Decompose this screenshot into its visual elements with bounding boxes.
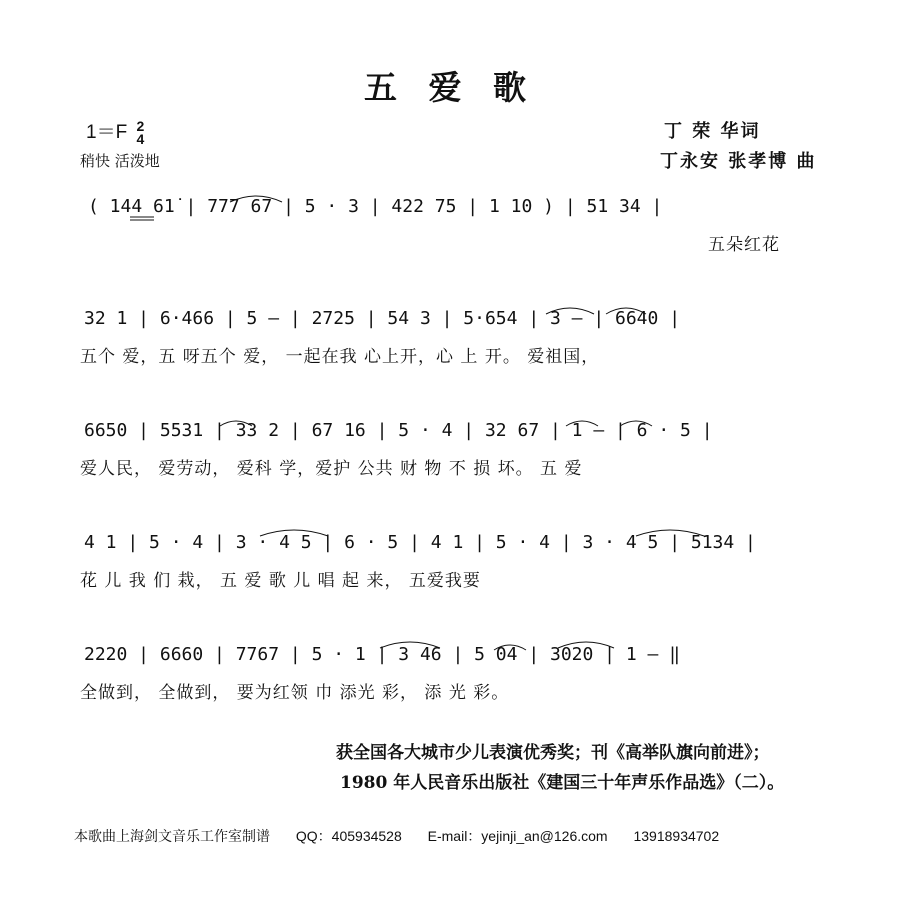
lyric-row-5: 全做到， 全做到， 要为红领 巾 添光 彩， 添 光 彩。 [80,683,510,703]
notation-line-3 [80,414,840,454]
composer-credit: 丁永安 张孝博 曲 [660,151,817,172]
notation-line-1 [80,190,840,230]
notes-row-2: 32 1 | 6·466 | 5 – | 2725 | 54 3 | 5·654 | 3 – | 6640 | [84,308,681,329]
song-title: 五 爱 歌 [364,68,536,107]
key-label: 1＝F [86,122,128,143]
lyric-row-2: 五个 爱，五 呀五个 爱， 一起在我 心上开，心 上 开。 爱祖国， [80,347,600,367]
key-signature [86,117,144,146]
contact-footer [74,826,741,846]
notes-row-3: 6650 | 5531 | 33 2 | 67 16 | 5 · 4 | 32 67 | 1 – | 6 · 5 | [84,420,713,441]
notes-row-5: 2220 | 6660 | 7767 | 5 · 1 | 3 46 | 5 04 | 3020 | 1 – ‖ [84,644,681,665]
tempo-marking: 稍快 活泼地 [80,152,160,170]
notes-row-4: 4 1 | 5 · 4 | 3 · 4 5 | 6 · 5 | 4 1 | 5 · 4 | 3 · 4 5 | 5134 | [84,532,756,553]
studio-credit: 本歌曲上海剑文音乐工作室制谱 [74,828,270,844]
lyric-row-4: 花 儿 我 们 栽， 五 爱 歌 儿 唱 起 来， 五爱我要 [80,571,481,591]
time-bottom: 4 [136,130,145,147]
phone-contact: 13918934702 [633,828,720,844]
notation-line-4 [80,526,840,566]
notes-row-1: ( 144 61̇ | 777 67 | 5 · 3 | 422 75 | 1 10 ) | 51 34 | [88,196,663,217]
email-contact: E-mail：yejinji_an@126.com [427,828,608,844]
publication-note: 1980 年人民音乐出版社《建国三十年声乐作品选》（二）。 [340,773,785,793]
lyric-row-1: 五朵红花 [708,235,780,255]
lyricist-credit: 丁 荣 华词 [664,121,761,142]
award-note: 获全国各大城市少儿表演优秀奖；刊《高举队旗向前进》； [336,743,770,763]
notation-line-2 [80,302,840,342]
lyric-row-3: 爱人民， 爱劳动， 爱科 学，爱护 公共 财 物 不 损 坏。 五 爱 [80,459,583,479]
notation-line-5 [80,638,840,678]
time-top: 2 [136,117,145,134]
time-signature [136,117,145,147]
qq-contact: QQ：405934528 [295,828,402,844]
